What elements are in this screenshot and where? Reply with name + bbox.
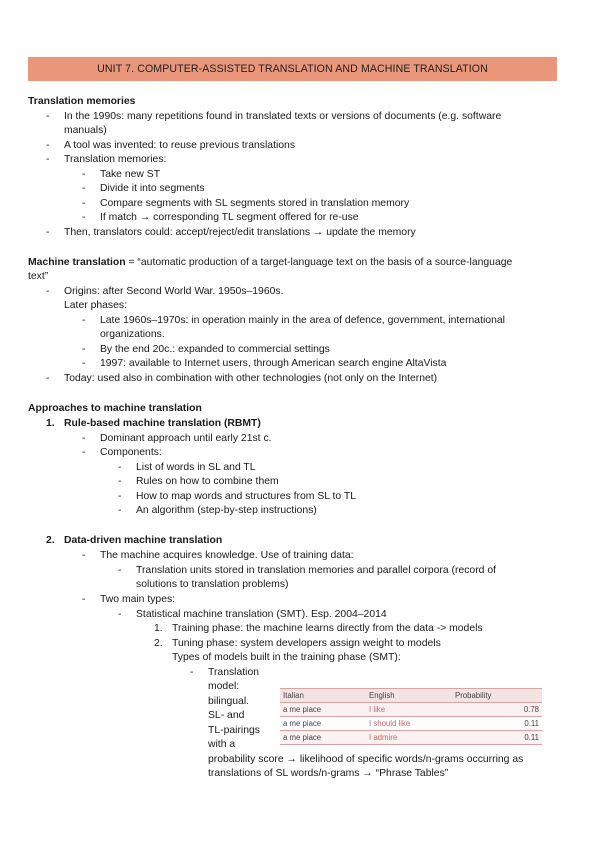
- rbmt-component-3: How to map words and structures from SL to TL: [136, 491, 357, 502]
- col-header: Italian: [280, 689, 366, 703]
- rbmt-component-2: Rules on how to combine them: [136, 476, 279, 487]
- tm-bullet-1: In the 1990s: many repetitions found in translated texts or versions of documents (e.g. software: [64, 111, 502, 122]
- ddmt-heading: Data-driven machine translation: [64, 535, 223, 546]
- translation-model-line: with a: [208, 739, 236, 750]
- approaches-heading: Approaches to machine translation: [28, 403, 202, 414]
- probability-cell: 0.11: [452, 717, 542, 731]
- probability-cell: 0.11: [452, 731, 542, 745]
- probability-cell: 0.78: [452, 703, 542, 717]
- tm-heading: Translation memories: [28, 96, 136, 107]
- italian-cell: a me piace: [280, 703, 366, 717]
- phase-number: 2.: [154, 638, 163, 649]
- approach-number: 1.: [46, 418, 55, 429]
- bullet-dash: -: [118, 462, 122, 473]
- translation-model-line: probability score → likelihood of specific words/n-grams occurring as: [208, 754, 524, 765]
- table-row: [280, 717, 542, 731]
- ddmt-bullet-2: Two main types:: [100, 594, 176, 605]
- model-types: Types of models built in the training phase (SMT):: [172, 652, 401, 663]
- bullet-dash: -: [82, 550, 86, 561]
- bullet-dash: -: [82, 447, 86, 458]
- bullet-dash: -: [82, 183, 86, 194]
- bullet-dash: -: [46, 140, 50, 151]
- table-row: [280, 731, 542, 745]
- bullet-dash: -: [82, 198, 86, 209]
- bullet-dash: -: [82, 169, 86, 180]
- mt-sub-1: Late 1960s–1970s: in operation mainly in the area of defence, government, international: [100, 315, 505, 326]
- english-cell: I like: [366, 703, 452, 717]
- rbmt-heading: Rule-based machine translation (RBMT): [64, 418, 261, 429]
- ddmt-bullet-1: The machine acquires knowledge. Use of training data:: [100, 550, 354, 561]
- bullet-dash: -: [82, 344, 86, 355]
- bullet-dash: -: [118, 565, 122, 576]
- phrase-table: [280, 688, 542, 745]
- bullet-dash: -: [46, 227, 50, 238]
- mt-sub-3: 1997: available to Internet users, through American search engine AltaVista: [100, 358, 447, 369]
- bullet-dash: -: [82, 594, 86, 605]
- mt-sub-2: By the end 20c.: expanded to commercial settings: [100, 344, 330, 355]
- translation-model-line: Translation: [208, 667, 260, 678]
- bullet-dash: -: [46, 111, 50, 122]
- bullet-dash: -: [82, 315, 86, 326]
- mt-bullet-2: Today: used also in combination with other technologies (not only on the Internet): [64, 373, 438, 384]
- tm-bullet-1-cont: manuals): [64, 125, 107, 136]
- col-header: English: [366, 689, 452, 703]
- rbmt-component-4: An algorithm (step-by-step instructions): [136, 505, 317, 516]
- unit-title-banner: UNIT 7. COMPUTER-ASSISTED TRANSLATION AND MACHINE TRANSLATION: [28, 57, 557, 81]
- mt-definition: [28, 256, 512, 270]
- tm-sub-4: If match → corresponding TL segment offered for re-use: [100, 212, 359, 223]
- italian-cell: a me piace: [280, 717, 366, 731]
- bullet-dash: -: [46, 373, 50, 384]
- bullet-dash: -: [190, 667, 194, 678]
- rbmt-bullet-2: Components:: [100, 447, 162, 458]
- bullet-dash: -: [118, 609, 122, 620]
- training-phase: Training phase: the machine learns directly from the data -> models: [172, 623, 483, 634]
- italian-cell: a me piace: [280, 731, 366, 745]
- english-cell: I should like: [366, 717, 452, 731]
- mt-later-phases: Later phases:: [64, 300, 127, 311]
- ddmt-sub-1-cont: solutions to translation problems): [136, 579, 289, 590]
- tm-sub-3: Compare segments with SL segments stored in translation memory: [100, 198, 410, 209]
- tuning-phase: Tuning phase: system developers assign weight to models: [172, 638, 441, 649]
- bullet-dash: -: [46, 286, 50, 297]
- mt-definition-text: = “automatic production of a target-language text on the basis of a source-language: [125, 257, 513, 268]
- rbmt-component-1: List of words in SL and TL: [136, 462, 256, 473]
- mt-definition-cont: text”: [28, 271, 49, 282]
- rbmt-bullet-1: Dominant approach until early 21st c.: [100, 433, 272, 444]
- translation-model-line: TL-pairings: [208, 725, 260, 736]
- smt-item: Statistical machine translation (SMT). Esp. 2004–2014: [136, 609, 387, 620]
- tm-sub-1: Take new ST: [100, 169, 161, 180]
- phase-number: 1.: [154, 623, 163, 634]
- phrase-table-header: [280, 689, 542, 703]
- approach-number: 2.: [46, 535, 55, 546]
- tm-bullet-2: A tool was invented: to reuse previous translations: [64, 140, 296, 151]
- translation-model-line: bilingual.: [208, 696, 250, 707]
- bullet-dash: -: [118, 491, 122, 502]
- english-cell: I admire: [366, 731, 452, 745]
- bullet-dash: -: [46, 154, 50, 165]
- bullet-dash: -: [82, 433, 86, 444]
- bullet-dash: -: [118, 476, 122, 487]
- bullet-dash: -: [82, 358, 86, 369]
- bullet-dash: -: [118, 505, 122, 516]
- mt-bullet-1: Origins: after Second World War. 1950s–1960s.: [64, 286, 284, 297]
- mt-term: Machine translation: [28, 257, 126, 268]
- col-header: Probability: [452, 689, 542, 703]
- translation-model-line: SL- and: [208, 710, 245, 721]
- bullet-dash: -: [82, 212, 86, 223]
- tm-bullet-4: Then, translators could: accept/reject/edit translations → update the memory: [64, 227, 416, 238]
- table-row: [280, 703, 542, 717]
- ddmt-sub-1: Translation units stored in translation memories and parallel corpora (record of: [136, 565, 496, 576]
- translation-model-line: translations of SL words/n-grams → “Phrase Tables”: [208, 768, 449, 779]
- tm-sub-2: Divide it into segments: [100, 183, 205, 194]
- tm-bullet-3: Translation memories:: [64, 154, 167, 165]
- mt-sub-1-cont: organizations.: [100, 329, 165, 340]
- translation-model-line: model:: [208, 681, 240, 692]
